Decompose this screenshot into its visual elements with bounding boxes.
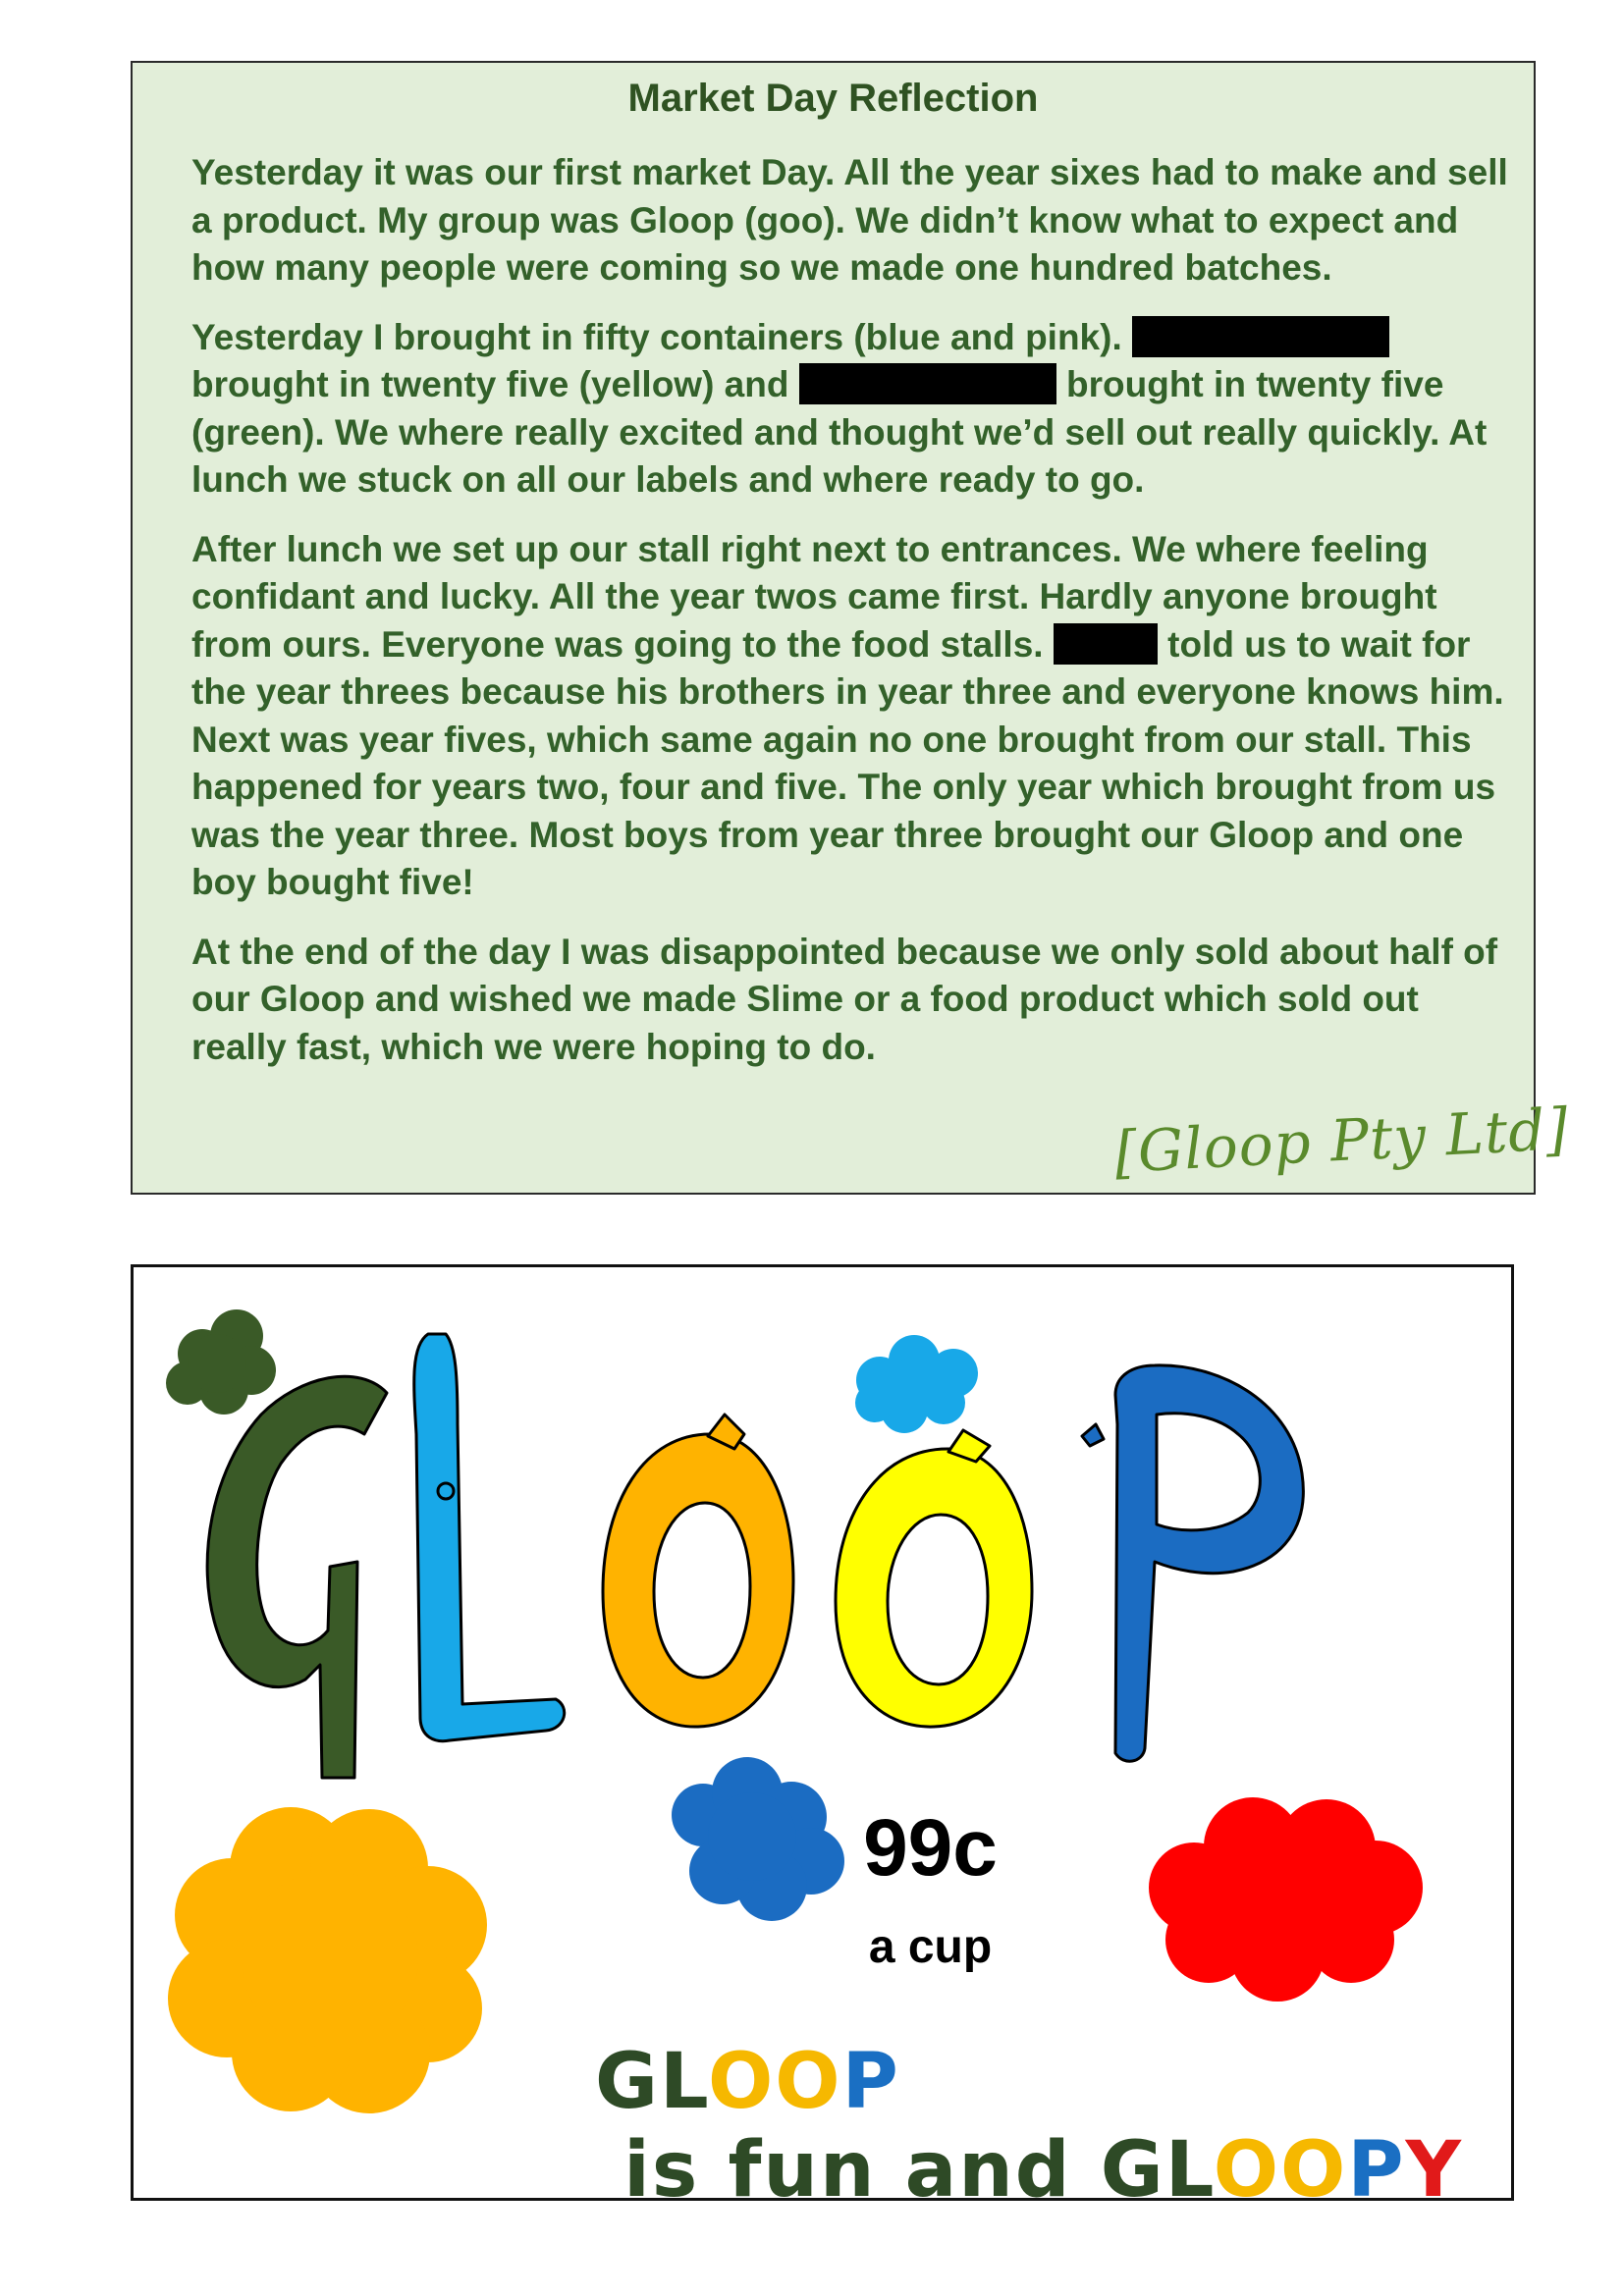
slogan-part: OO	[707, 2038, 842, 2126]
reflection-title: Market Day Reflection	[627, 77, 1039, 120]
logo-letter-p	[1115, 1365, 1303, 1761]
price: 99c	[863, 1803, 998, 1893]
slogan	[595, 2038, 1511, 2215]
reflection-body	[191, 149, 1517, 1093]
signature: [Gloop Pty Ltd]	[1112, 1095, 1571, 1187]
slogan-part: is fun and	[595, 2126, 1101, 2215]
paragraph-3-part-2: told us to wait for the year threes because his brothers in year three and everyone knows him. Next was year fives, which same again no one brought from our stall. This happened for years two, four and five. The only year which brought from us was the year three. Most boys from year three brought our Gloop and one boy bought five!	[191, 623, 1504, 902]
light-blue-cloud	[855, 1335, 978, 1433]
paragraph-2-part-3: brought in twenty five (green). We where really excited and thought we’d sell out really quickly. At lunch we stuck on all our labels and where ready to go.	[191, 364, 1488, 500]
redaction-bar	[799, 363, 1056, 404]
slogan-part: P	[1347, 2126, 1406, 2215]
logo-letter-g	[207, 1376, 387, 1778]
dark-green-cloud	[166, 1309, 276, 1415]
slogan-part: GL	[1100, 2126, 1214, 2215]
logo-letter-p-dot	[1082, 1424, 1104, 1446]
paragraph-3	[191, 526, 1517, 907]
redaction-bar	[1132, 316, 1389, 357]
gloop-poster	[131, 1264, 1514, 2215]
paragraph-3-part-1: After lunch we set up our stall right next to entrances. We where feeling confidant and lucky. All the year twos came first. Hardly anyone brought from ours. Everyone was going to the food stalls.	[191, 528, 1437, 665]
reflection-panel	[131, 61, 1571, 1195]
price-unit: a cup	[868, 1921, 993, 1973]
paragraph-4: At the end of the day I was disappointed because we only sold about half of our Gloop and wished we made Slime or a food product which sold out really fast, which we were hoping to do.	[191, 931, 1498, 1067]
slogan-part: OO	[1213, 2126, 1348, 2215]
paragraph-2-part-1: Yesterday I brought in fifty containers (blue and pink).	[191, 316, 1122, 357]
slogan-part: P	[841, 2038, 900, 2126]
logo-dot	[438, 1483, 454, 1499]
redaction-bar	[1054, 623, 1158, 665]
logo-letter-o-2	[836, 1449, 1032, 1727]
paragraph-2-part-2: brought in twenty five (yellow) and	[191, 364, 789, 404]
logo-letter-l	[414, 1334, 565, 1741]
slogan-part: GL	[595, 2038, 708, 2126]
paragraph-2	[191, 314, 1517, 505]
logo-letter-o-1	[603, 1434, 793, 1727]
paragraph-1: Yesterday it was our first market Day. All the year sixes had to make and sell a product. My group was Gloop (goo). We didn’t know what to expect and how many people were coming so we made one hundred batches.	[191, 152, 1508, 288]
slogan-part: Y	[1405, 2126, 1464, 2215]
